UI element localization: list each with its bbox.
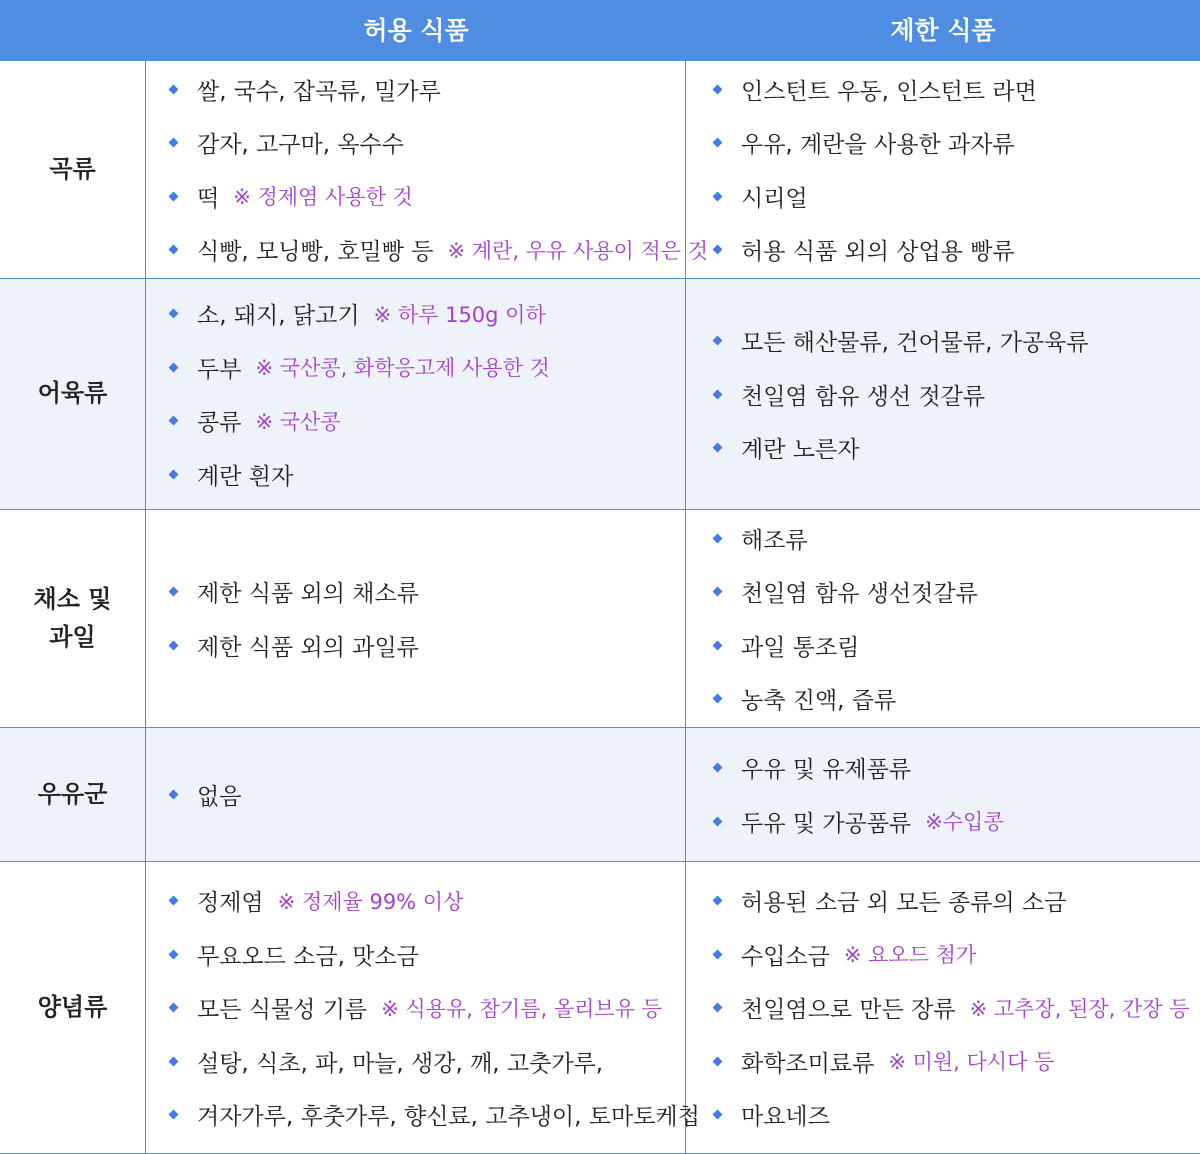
diamond-bullet-icon [169, 896, 179, 906]
diamond-bullet-icon [169, 1003, 179, 1013]
list-item [170, 619, 685, 673]
list-item [714, 512, 1200, 566]
list-item [170, 116, 685, 170]
list-item [714, 367, 1200, 421]
table-row [0, 279, 1200, 510]
list-item [170, 448, 685, 502]
diamond-bullet-icon [713, 191, 723, 201]
item-note: ※ 계란, 우유 사용이 적은 것 [447, 238, 709, 263]
item-text: 시리얼 [741, 185, 808, 212]
table-row [0, 728, 1200, 862]
table-header [0, 0, 1200, 61]
item-text: 허용된 소금 외 모든 종류의 소금 [741, 890, 1067, 916]
list-item [714, 672, 1200, 726]
diamond-bullet-icon [713, 443, 723, 453]
item-note: ※ 식용유, 참기름, 올리브유 등 [381, 996, 662, 1021]
diamond-bullet-icon [713, 949, 723, 959]
table-row [0, 862, 1200, 1154]
restricted-foods-cell [686, 862, 1200, 1153]
diamond-bullet-icon [169, 138, 179, 148]
category-label: 우유군 [0, 728, 146, 861]
list-item [170, 1088, 700, 1142]
diamond-bullet-icon [713, 245, 723, 255]
item-note: ※ 요오드 첨가 [843, 943, 977, 967]
item-text: 겨자가루, 후춧가루, 향신료, 고추냉이, 토마토케첩 [197, 1104, 700, 1130]
list-item [714, 170, 1200, 224]
allowed-foods-cell [146, 510, 686, 727]
diamond-bullet-icon [713, 763, 723, 773]
list-item [170, 287, 685, 341]
item-note: ※ 정제율 99% 이상 [277, 889, 464, 914]
diamond-bullet-icon [169, 309, 179, 319]
list-item [714, 421, 1200, 475]
diamond-bullet-icon [169, 949, 179, 959]
diamond-bullet-icon [169, 587, 179, 597]
diamond-bullet-icon [713, 816, 723, 826]
diamond-bullet-icon [169, 416, 179, 426]
diamond-bullet-icon [169, 362, 179, 372]
item-text: 두부 [197, 356, 242, 383]
item-text: 식빵, 모닝빵, 호밀빵 등 [197, 239, 434, 266]
item-text: 마요네즈 [741, 1104, 830, 1130]
restricted-foods-header: 제한 식품 [890, 16, 996, 45]
item-note: ※ 국산콩, 화학응고제 사용한 것 [255, 356, 550, 381]
item-note: ※수입콩 [925, 810, 1004, 835]
item-note: ※ 고추장, 된장, 간장 등 [969, 996, 1190, 1021]
item-text: 모든 식물성 기름 [197, 997, 368, 1023]
item-text: 쌀, 국수, 잡곡류, 밀가루 [197, 78, 441, 105]
allowed-foods-cell [146, 279, 686, 509]
diamond-bullet-icon [713, 896, 723, 906]
list-item [714, 795, 1200, 849]
restricted-foods-cell [686, 510, 1200, 727]
item-text: 우유 및 유제품류 [741, 757, 912, 784]
list-item [170, 1034, 685, 1088]
allowed-foods-cell [146, 862, 700, 1153]
item-note: ※ 하루 150g 이하 [373, 302, 546, 327]
list-item [170, 394, 685, 448]
list-item [170, 768, 685, 822]
item-text: 떡 [197, 185, 220, 212]
item-text: 계란 노른자 [741, 437, 860, 463]
diamond-bullet-icon [169, 84, 179, 94]
allowed-foods-header: 허용 식품 [363, 16, 469, 45]
diamond-bullet-icon [713, 1056, 723, 1066]
item-text: 제한 식품 외의 과일류 [197, 634, 419, 661]
diamond-bullet-icon [169, 640, 179, 650]
diamond-bullet-icon [169, 191, 179, 201]
list-item [170, 223, 709, 277]
category-label: 채소 및 과일 [0, 510, 146, 727]
allowed-foods-cell [146, 728, 686, 861]
item-text: 화학조미료류 [741, 1050, 875, 1077]
item-text: 천일염으로 만든 장류 [741, 997, 956, 1023]
diamond-bullet-icon [713, 336, 723, 346]
diamond-bullet-icon [713, 84, 723, 94]
list-item [170, 341, 685, 395]
item-text: 계란 흰자 [197, 463, 294, 490]
item-text: 천일염 함유 생선젓갈류 [741, 581, 978, 608]
diamond-bullet-icon [169, 245, 179, 255]
list-item [714, 874, 1200, 928]
item-note: ※ 미원, 다시다 등 [888, 1050, 1055, 1074]
diamond-bullet-icon [713, 138, 723, 148]
item-text: 인스턴트 우동, 인스턴트 라면 [741, 78, 1037, 105]
diamond-bullet-icon [713, 1110, 723, 1120]
item-text: 허용 식품 외의 상업용 빵류 [741, 239, 1015, 266]
category-label: 양념류 [0, 862, 146, 1153]
item-text: 무요오드 소금, 맛소금 [197, 943, 419, 970]
allowed-foods-cell [146, 61, 709, 278]
table-row [0, 61, 1200, 279]
item-text: 모든 해산물류, 건어물류, 가공육류 [741, 330, 1089, 356]
category-label: 곡류 [0, 61, 146, 278]
list-item [714, 1088, 1200, 1142]
list-item [714, 63, 1200, 117]
list-item [170, 981, 685, 1035]
list-item [714, 314, 1200, 368]
diamond-bullet-icon [713, 533, 723, 543]
item-text: 우유, 계란을 사용한 과자류 [741, 132, 1015, 159]
item-note: ※ 국산콩 [255, 409, 341, 434]
item-text: 수입소금 [741, 943, 830, 970]
list-item [714, 619, 1200, 673]
diamond-bullet-icon [713, 694, 723, 704]
list-item [714, 741, 1200, 795]
list-item [170, 170, 685, 224]
item-text: 없음 [197, 784, 242, 810]
list-item [714, 565, 1200, 619]
list-item [714, 1034, 1200, 1088]
diamond-bullet-icon [169, 1056, 179, 1066]
item-note: ※ 정제염 사용한 것 [233, 185, 413, 210]
item-text: 정제염 [197, 890, 264, 916]
diamond-bullet-icon [169, 790, 179, 800]
diamond-bullet-icon [713, 587, 723, 597]
list-item [170, 874, 685, 928]
diamond-bullet-icon [169, 469, 179, 479]
category-label: 어육류 [0, 279, 146, 509]
item-text: 천일염 함유 생선 젓갈류 [741, 383, 986, 410]
restricted-foods-cell [686, 61, 1200, 278]
item-text: 농축 진액, 즙류 [741, 688, 897, 715]
item-text: 두유 및 가공품류 [741, 810, 912, 837]
item-text: 해조류 [741, 527, 808, 554]
item-text: 감자, 고구마, 옥수수 [197, 132, 404, 159]
item-text: 소, 돼지, 닭고기 [197, 303, 360, 330]
list-item [714, 927, 1200, 981]
restricted-foods-cell [686, 728, 1200, 861]
table-row [0, 510, 1200, 728]
list-item [714, 223, 1200, 277]
diamond-bullet-icon [713, 1003, 723, 1013]
list-item [714, 116, 1200, 170]
list-item [170, 63, 685, 117]
item-text: 제한 식품 외의 채소류 [197, 581, 419, 608]
diamond-bullet-icon [713, 389, 723, 399]
restricted-foods-cell [686, 279, 1200, 509]
list-item [170, 927, 685, 981]
item-text: 콩류 [197, 410, 242, 437]
list-item [714, 981, 1200, 1035]
item-text: 설탕, 식초, 파, 마늘, 생강, 깨, 고춧가루, [197, 1050, 604, 1077]
list-item [170, 565, 685, 619]
item-text: 과일 통조림 [741, 634, 860, 661]
diamond-bullet-icon [713, 640, 723, 650]
diamond-bullet-icon [169, 1110, 179, 1120]
